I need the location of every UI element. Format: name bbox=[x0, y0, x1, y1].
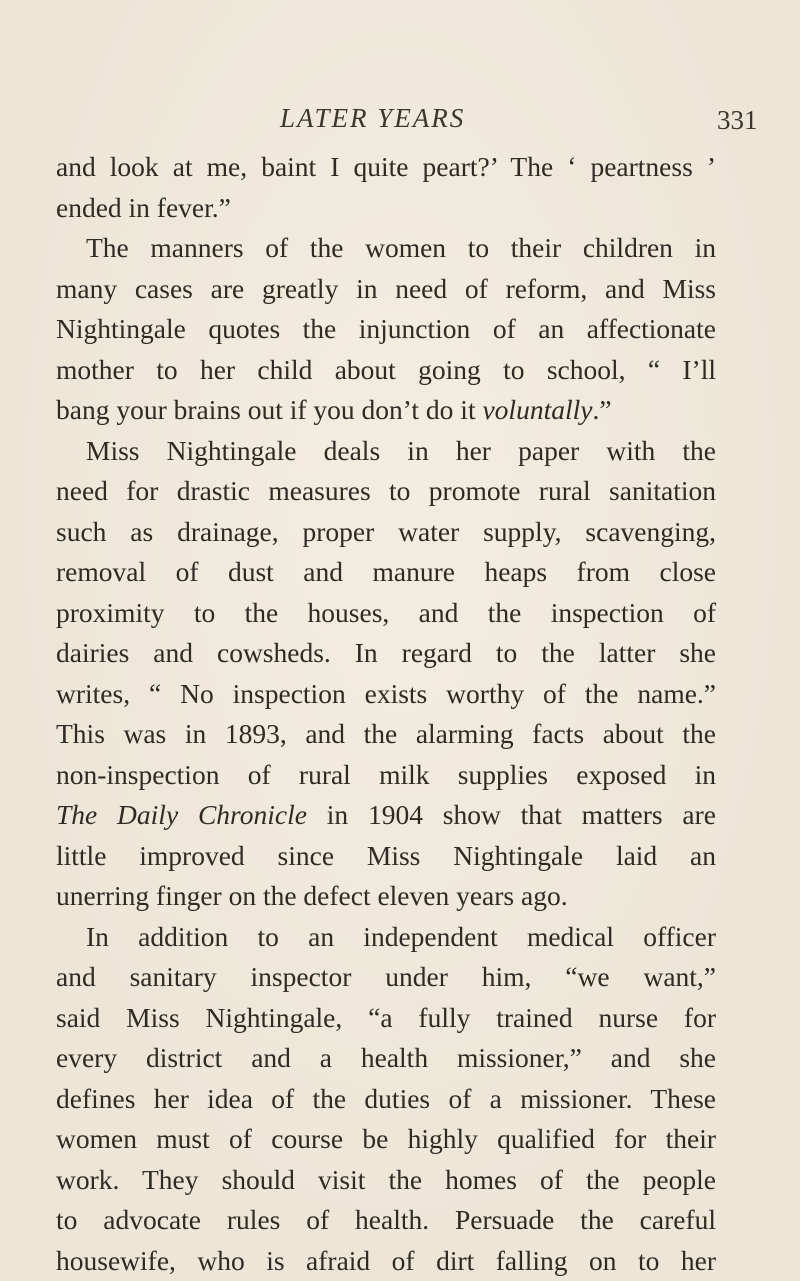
text-line: writes, “ No inspection exists worthy of the name.” bbox=[56, 674, 716, 715]
running-head-title: LATER YEARS bbox=[280, 103, 465, 134]
body-text bbox=[56, 147, 716, 1281]
text-line: and look at me, baint I quite peart?’ The ‘ peartness ’ bbox=[56, 147, 716, 188]
text-line: said Miss Nightingale, “a fully trained nurse for bbox=[56, 998, 716, 1039]
text-line: unerring finger on the defect eleven years ago. bbox=[56, 876, 716, 917]
text-line: to advocate rules of health. Persuade the careful bbox=[56, 1200, 716, 1241]
text-line: proximity to the houses, and the inspection of bbox=[56, 593, 716, 634]
text-line: work. They should visit the homes of the people bbox=[56, 1160, 716, 1201]
text-line: many cases are greatly in need of reform, and Miss bbox=[56, 269, 716, 310]
text-line: Miss Nightingale deals in her paper with the bbox=[56, 431, 716, 472]
text-line: Nightingale quotes the injunction of an affectionate bbox=[56, 309, 716, 350]
text-line: little improved since Miss Nightingale laid an bbox=[56, 836, 716, 877]
text-line: dairies and cowsheds. In regard to the latter she bbox=[56, 633, 716, 674]
text-line: mother to her child about going to school, “ I’ll bbox=[56, 350, 716, 391]
text-line: In addition to an independent medical officer bbox=[56, 917, 716, 958]
text-line: such as drainage, proper water supply, scavenging, bbox=[56, 512, 716, 553]
text-line: and sanitary inspector under him, “we want,” bbox=[56, 957, 716, 998]
text-line: defines her idea of the duties of a missioner. These bbox=[56, 1079, 716, 1120]
text-line: women must of course be highly qualified for their bbox=[56, 1119, 716, 1160]
text-line: every district and a health missioner,” and she bbox=[56, 1038, 716, 1079]
text-line: The Daily Chronicle in 1904 show that matters are bbox=[56, 795, 716, 836]
text-line: need for drastic measures to promote rural sanitation bbox=[56, 471, 716, 512]
text-line: removal of dust and manure heaps from close bbox=[56, 552, 716, 593]
text-line: housewife, who is afraid of dirt falling on to her bbox=[56, 1241, 716, 1281]
text-line: non-inspection of rural milk supplies exposed in bbox=[56, 755, 716, 796]
running-head bbox=[0, 103, 800, 143]
text-line: The manners of the women to their children in bbox=[56, 228, 716, 269]
text-line: ended in fever.” bbox=[56, 188, 716, 229]
text-line: bang your brains out if you don’t do it voluntally.” bbox=[56, 390, 716, 431]
text-line: This was in 1893, and the alarming facts about the bbox=[56, 714, 716, 755]
page-number: 331 bbox=[717, 105, 758, 136]
